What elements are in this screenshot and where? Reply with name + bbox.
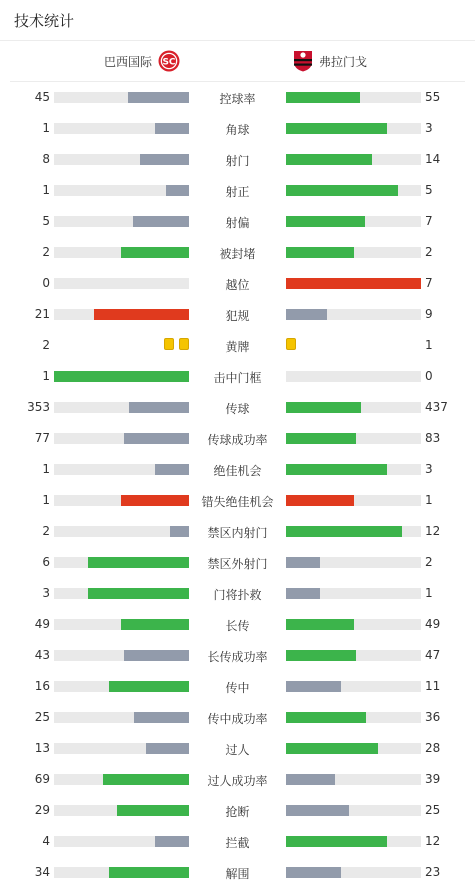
away-bar-fill bbox=[286, 712, 366, 723]
home-bar-fill bbox=[121, 619, 189, 630]
home-value: 1 bbox=[42, 493, 50, 507]
home-bar-track bbox=[54, 216, 189, 227]
yellow-card-icon bbox=[164, 338, 174, 350]
home-bar-fill bbox=[103, 774, 189, 785]
svg-text:SC: SC bbox=[162, 57, 176, 68]
home-bar-fill bbox=[124, 650, 189, 661]
home-bar-track bbox=[54, 619, 189, 630]
away-value: 36 bbox=[425, 710, 441, 724]
stat-row bbox=[0, 516, 475, 547]
page-title: 技术统计 bbox=[14, 12, 75, 30]
away-bar-track bbox=[286, 309, 421, 320]
away-bar-track bbox=[286, 619, 421, 630]
home-bar-track bbox=[54, 557, 189, 568]
away-value: 3 bbox=[425, 462, 433, 476]
home-value: 4 bbox=[42, 834, 50, 848]
away-bar-track bbox=[286, 774, 421, 785]
away-value: 25 bbox=[425, 803, 441, 817]
stat-label: 射门 bbox=[225, 154, 250, 168]
stat-label: 错失绝佳机会 bbox=[201, 495, 274, 509]
home-bar-fill bbox=[166, 185, 189, 196]
stat-label: 门将扑救 bbox=[213, 588, 262, 602]
home-bar-track bbox=[54, 433, 189, 444]
home-value: 8 bbox=[42, 152, 50, 166]
away-value: 49 bbox=[425, 617, 441, 631]
stat-row bbox=[0, 671, 475, 702]
home-bar-track bbox=[54, 867, 189, 878]
home-bar-fill bbox=[155, 836, 189, 847]
stat-label: 击中门框 bbox=[213, 371, 262, 385]
away-value: 437 bbox=[425, 400, 448, 414]
away-value: 12 bbox=[425, 524, 441, 538]
away-value: 14 bbox=[425, 152, 441, 166]
home-value: 25 bbox=[34, 710, 50, 724]
home-team-crest-icon bbox=[158, 50, 180, 72]
stat-label: 传中成功率 bbox=[207, 712, 268, 726]
home-bar-fill bbox=[109, 681, 189, 692]
home-value: 45 bbox=[34, 90, 50, 104]
stat-label: 禁区内射门 bbox=[207, 526, 268, 540]
home-bar-track bbox=[54, 92, 189, 103]
stat-row bbox=[0, 175, 475, 206]
away-bar-fill bbox=[286, 557, 320, 568]
away-bar-fill bbox=[286, 278, 421, 289]
yellow-card-icon bbox=[286, 338, 296, 350]
stat-row bbox=[0, 826, 475, 857]
stat-label: 拦截 bbox=[225, 836, 250, 850]
home-bar-track bbox=[54, 588, 189, 599]
stat-row bbox=[0, 702, 475, 733]
away-value: 1 bbox=[425, 338, 433, 352]
stat-label: 传球成功率 bbox=[207, 433, 268, 447]
home-bar-fill bbox=[121, 247, 189, 258]
home-value: 1 bbox=[42, 183, 50, 197]
away-bar-track bbox=[286, 92, 421, 103]
stat-row bbox=[0, 113, 475, 144]
home-value: 3 bbox=[42, 586, 50, 600]
away-value: 7 bbox=[425, 214, 433, 228]
away-bar-fill bbox=[286, 619, 354, 630]
home-value: 0 bbox=[42, 276, 50, 290]
home-bar-fill bbox=[155, 123, 189, 134]
home-bar-fill bbox=[155, 464, 189, 475]
stat-label: 被封堵 bbox=[219, 247, 256, 261]
home-bar-track bbox=[54, 743, 189, 754]
stat-label: 射正 bbox=[225, 185, 250, 199]
away-bar-track bbox=[286, 464, 421, 475]
away-value: 83 bbox=[425, 431, 441, 445]
away-bar-fill bbox=[286, 309, 327, 320]
stat-row bbox=[0, 206, 475, 237]
home-bar-track bbox=[54, 495, 189, 506]
home-bar-track bbox=[54, 154, 189, 165]
away-bar-track bbox=[286, 216, 421, 227]
home-value: 34 bbox=[34, 865, 50, 879]
home-bar-track bbox=[54, 836, 189, 847]
away-value: 7 bbox=[425, 276, 433, 290]
away-value: 1 bbox=[425, 493, 433, 507]
home-value: 1 bbox=[42, 462, 50, 476]
stat-row bbox=[0, 547, 475, 578]
home-bar-fill bbox=[124, 433, 189, 444]
stat-label: 禁区外射门 bbox=[207, 557, 268, 571]
home-bar-track bbox=[54, 309, 189, 320]
stat-row bbox=[0, 578, 475, 609]
away-bar-fill bbox=[286, 92, 360, 103]
away-bar-fill bbox=[286, 681, 341, 692]
away-value: 0 bbox=[425, 369, 433, 383]
home-bar-fill bbox=[117, 805, 189, 816]
stat-row bbox=[0, 485, 475, 516]
away-bar-track bbox=[286, 154, 421, 165]
away-bar-fill bbox=[286, 650, 356, 661]
home-bar-fill bbox=[134, 712, 189, 723]
stat-label: 犯规 bbox=[225, 309, 250, 323]
home-bar-track bbox=[54, 185, 189, 196]
home-bar-track bbox=[54, 278, 189, 289]
home-bar-fill bbox=[94, 309, 189, 320]
stat-label: 传球 bbox=[225, 402, 250, 416]
home-bar-fill bbox=[121, 495, 189, 506]
away-bar-track bbox=[286, 185, 421, 196]
away-bar-track bbox=[286, 681, 421, 692]
stat-label: 控球率 bbox=[219, 92, 256, 106]
home-value: 2 bbox=[42, 338, 50, 352]
stat-label: 解围 bbox=[225, 867, 250, 881]
stat-row bbox=[0, 268, 475, 299]
away-value: 3 bbox=[425, 121, 433, 135]
home-value: 16 bbox=[34, 679, 50, 693]
stat-label: 传中 bbox=[225, 681, 250, 695]
stat-row bbox=[0, 299, 475, 330]
away-value: 39 bbox=[425, 772, 441, 786]
away-bar-track bbox=[286, 836, 421, 847]
away-bar-fill bbox=[286, 433, 356, 444]
away-value: 9 bbox=[425, 307, 433, 321]
home-bar-track bbox=[54, 371, 189, 382]
away-bar-track bbox=[286, 805, 421, 816]
away-value: 47 bbox=[425, 648, 441, 662]
home-bar-track bbox=[54, 464, 189, 475]
home-bar-fill bbox=[88, 557, 189, 568]
stat-row bbox=[0, 237, 475, 268]
away-bar-track bbox=[286, 867, 421, 878]
home-value: 1 bbox=[42, 369, 50, 383]
away-bar-fill bbox=[286, 836, 387, 847]
home-bar-track bbox=[54, 774, 189, 785]
away-bar-fill bbox=[286, 247, 354, 258]
stat-label: 过人 bbox=[225, 743, 250, 757]
home-bar-fill bbox=[109, 867, 189, 878]
away-team-name: 弗拉门戈 bbox=[319, 54, 368, 69]
away-bar-fill bbox=[286, 185, 398, 196]
stat-label: 黄牌 bbox=[225, 340, 250, 354]
away-bar-fill bbox=[286, 588, 320, 599]
away-team-crest-icon bbox=[292, 50, 314, 72]
home-bar-track bbox=[54, 650, 189, 661]
home-bar-fill bbox=[146, 743, 189, 754]
stat-label: 长传 bbox=[225, 619, 250, 633]
away-value: 11 bbox=[425, 679, 441, 693]
away-team[interactable] bbox=[292, 41, 367, 81]
home-value: 13 bbox=[34, 741, 50, 755]
stat-label: 抢断 bbox=[225, 805, 250, 819]
home-team[interactable] bbox=[104, 41, 180, 81]
away-value: 2 bbox=[425, 245, 433, 259]
away-bar-track bbox=[286, 495, 421, 506]
away-bar-track bbox=[286, 712, 421, 723]
page-header bbox=[0, 0, 475, 41]
away-value: 23 bbox=[425, 865, 441, 879]
home-bar-fill bbox=[170, 526, 189, 537]
away-bar-fill bbox=[286, 774, 335, 785]
away-bar-track bbox=[286, 402, 421, 413]
home-value: 69 bbox=[34, 772, 50, 786]
away-value: 2 bbox=[425, 555, 433, 569]
stat-row bbox=[0, 82, 475, 113]
away-bar-track bbox=[286, 588, 421, 599]
home-value: 29 bbox=[34, 803, 50, 817]
away-bar-track bbox=[286, 371, 421, 382]
home-value: 43 bbox=[34, 648, 50, 662]
home-value: 2 bbox=[42, 524, 50, 538]
away-bar-track bbox=[286, 743, 421, 754]
away-bar-fill bbox=[286, 526, 402, 537]
stat-label: 射偏 bbox=[225, 216, 250, 230]
away-value: 55 bbox=[425, 90, 441, 104]
home-value: 49 bbox=[34, 617, 50, 631]
yellow-card-icon bbox=[179, 338, 189, 350]
away-bar-fill bbox=[286, 402, 361, 413]
away-bar-fill bbox=[286, 867, 341, 878]
home-bar-fill bbox=[129, 402, 189, 413]
away-bar-fill bbox=[286, 464, 387, 475]
home-value: 353 bbox=[27, 400, 50, 414]
home-value: 5 bbox=[42, 214, 50, 228]
home-bar-fill bbox=[88, 588, 189, 599]
home-value: 6 bbox=[42, 555, 50, 569]
home-bar-track bbox=[54, 402, 189, 413]
home-value: 77 bbox=[34, 431, 50, 445]
away-bar-fill bbox=[286, 743, 378, 754]
home-bar-track bbox=[54, 805, 189, 816]
home-value: 21 bbox=[34, 307, 50, 321]
home-team-name: 巴西国际 bbox=[103, 54, 152, 69]
stat-row bbox=[0, 857, 475, 888]
teams-header bbox=[10, 41, 465, 82]
home-bar-fill bbox=[140, 154, 189, 165]
stat-row bbox=[0, 609, 475, 640]
away-bar-track bbox=[286, 123, 421, 134]
home-value: 2 bbox=[42, 245, 50, 259]
away-bar-fill bbox=[286, 123, 387, 134]
home-bar-track bbox=[54, 681, 189, 692]
away-bar-fill bbox=[286, 154, 372, 165]
home-bar-track bbox=[54, 123, 189, 134]
stat-label: 过人成功率 bbox=[207, 774, 268, 788]
stat-row bbox=[0, 330, 475, 361]
home-value: 1 bbox=[42, 121, 50, 135]
stat-row bbox=[0, 392, 475, 423]
stat-row bbox=[0, 454, 475, 485]
stat-label: 角球 bbox=[225, 123, 250, 137]
stat-label: 越位 bbox=[225, 278, 250, 292]
home-bar-track bbox=[54, 247, 189, 258]
stat-label: 绝佳机会 bbox=[213, 464, 262, 478]
away-bar-track bbox=[286, 526, 421, 537]
stat-row bbox=[0, 795, 475, 826]
away-bar-fill bbox=[286, 216, 365, 227]
stat-label: 长传成功率 bbox=[207, 650, 268, 664]
home-bar-track bbox=[54, 712, 189, 723]
home-bar-fill bbox=[128, 92, 189, 103]
away-value: 28 bbox=[425, 741, 441, 755]
home-bar-fill bbox=[133, 216, 189, 227]
stat-row bbox=[0, 733, 475, 764]
away-bar-track bbox=[286, 557, 421, 568]
away-bar-fill bbox=[286, 495, 354, 506]
away-value: 1 bbox=[425, 586, 433, 600]
home-bar-fill bbox=[54, 371, 189, 382]
away-bar-track bbox=[286, 247, 421, 258]
stat-row bbox=[0, 640, 475, 671]
away-bar-track bbox=[286, 433, 421, 444]
stat-row bbox=[0, 423, 475, 454]
away-bar-track bbox=[286, 650, 421, 661]
stat-row bbox=[0, 144, 475, 175]
away-bar-track bbox=[286, 278, 421, 289]
stat-row bbox=[0, 764, 475, 795]
away-bar-fill bbox=[286, 805, 349, 816]
away-value: 12 bbox=[425, 834, 441, 848]
home-bar-track bbox=[54, 526, 189, 537]
stat-row bbox=[0, 361, 475, 392]
away-value: 5 bbox=[425, 183, 433, 197]
